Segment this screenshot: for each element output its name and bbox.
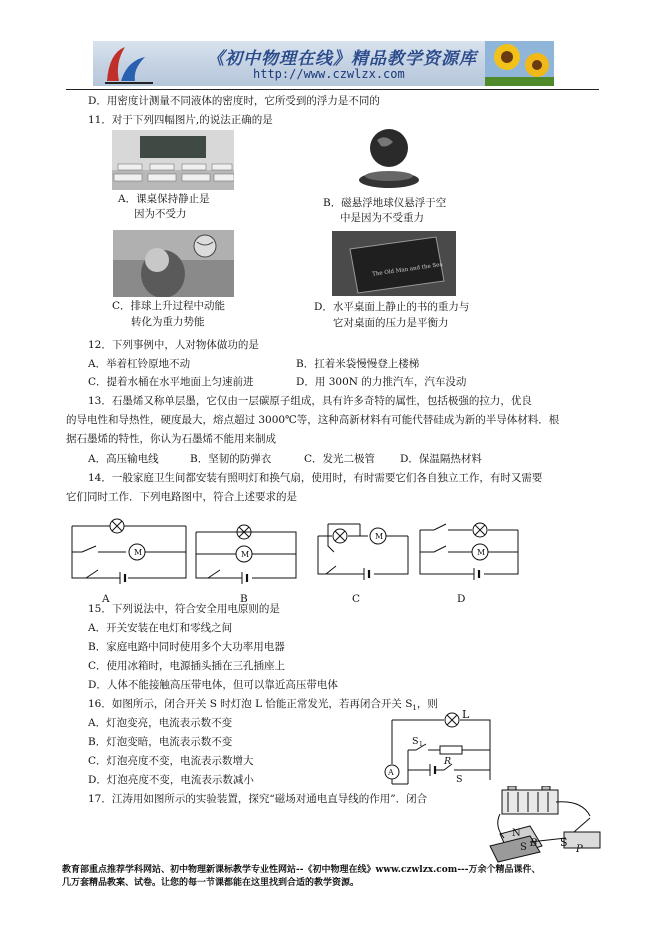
volleyball-photo bbox=[113, 230, 234, 297]
circuit-c-motor-label: M bbox=[375, 532, 384, 541]
q13-option-a: A．高压输电线 bbox=[88, 453, 159, 465]
circuit-c-label: C bbox=[352, 593, 361, 605]
q17-stem: 17．江涛用如图所示的实验装置，探究“磁场对通电直导线的作用”．闭合 bbox=[88, 793, 428, 805]
q11-option-b-line1: B．磁悬浮地球仪悬浮于空 bbox=[323, 197, 447, 209]
footer-line2: 几万套精品教案、试卷。让您的每一节课都能在这里找到合适的教学资源。 bbox=[62, 878, 360, 888]
q16-lamp-label: L bbox=[462, 708, 470, 721]
q15-option-a: A．开关安装在电灯和零线之间 bbox=[88, 622, 233, 634]
q16-stem-text: 16．如图所示，闭合开关 S 时灯泡 L 恰能正常发光，若再闭合开关 S bbox=[88, 698, 413, 710]
q14-line2: 它们同时工作．下列电路图中，符合上述要求的是 bbox=[66, 491, 297, 503]
q11-option-c-line1: C．排球上升过程中动能 bbox=[112, 300, 226, 312]
circuit-b-label: B bbox=[240, 593, 248, 605]
q15-stem: 15．下列说法中，符合安全用电原则的是 bbox=[88, 603, 280, 615]
circuit-a-label: A bbox=[102, 593, 110, 605]
circuit-d-label: D bbox=[457, 593, 466, 605]
q12-option-a: A．举着杠铃原地不动 bbox=[88, 358, 191, 370]
q17-switch-label: S bbox=[560, 836, 568, 849]
circuit-b-motor-label: M bbox=[241, 550, 250, 559]
q15-option-b: B．家庭电路中同时使用多个大功率用电器 bbox=[88, 641, 285, 653]
q13-line1: 13．石墨烯又称单层墨，它仅由一层碳原子组成，具有许多奇特的属性，包括极强的拉力，优良 bbox=[88, 395, 532, 407]
q16-circuit-diagram bbox=[378, 708, 498, 788]
q13-option-c: C．发光二极管 bbox=[304, 453, 376, 465]
q12-option-d: D．用 300N 的力推汽车，汽车没动 bbox=[296, 376, 467, 388]
classroom-photo bbox=[112, 130, 234, 190]
q17-s-pole-label: S bbox=[520, 842, 527, 853]
q15-option-d: D．人体不能接触高压带电体，但可以靠近高压带电体 bbox=[88, 679, 338, 691]
q14-circuit-diagrams bbox=[62, 510, 542, 606]
q12-stem: 12．下列事例中，人对物体做功的是 bbox=[88, 339, 259, 351]
q16-stem-sub: 1 bbox=[412, 704, 417, 713]
q17-p-label: P bbox=[576, 844, 583, 855]
q13-option-d: D．保温隔热材料 bbox=[400, 453, 482, 465]
banner-url[interactable]: http://www.czwlzx.com bbox=[253, 67, 405, 81]
q16-switch-label: S bbox=[456, 774, 463, 785]
header-banner bbox=[93, 41, 554, 86]
logo-icon bbox=[101, 43, 161, 85]
footer-line1: 教育部重点推荐学科网站、初中物理新课标教学专业性网站--《初中物理在线》www.czwlzx.com---万余个精品课件、 bbox=[62, 865, 541, 875]
q16-option-c: C．灯泡亮度不变，电流表示数增大 bbox=[88, 755, 254, 767]
circuit-c bbox=[318, 524, 408, 580]
banner-title: 《初中物理在线》精品教学资源库 bbox=[207, 49, 477, 69]
circuit-a-motor-label: M bbox=[134, 548, 143, 557]
q11-option-a-line1: A．课桌保持静止是 bbox=[118, 193, 210, 205]
q15-option-c: C．使用冰箱时，电源插头插在三孔插座上 bbox=[88, 660, 286, 672]
q11-option-d-line1: D．水平桌面上静止的书的重力与 bbox=[314, 301, 470, 313]
q17-n-pole-label: N bbox=[512, 828, 521, 839]
q16-switch1-sub: 1 bbox=[419, 741, 423, 748]
circuit-a bbox=[72, 519, 186, 584]
sunflower-icon bbox=[485, 41, 554, 86]
q16-option-a: A．灯泡变亮，电流表示数不变 bbox=[88, 717, 233, 729]
q17-b-label: B bbox=[530, 838, 538, 849]
q11-option-c-line2: 转化为重力势能 bbox=[131, 316, 205, 328]
circuit-d bbox=[420, 523, 518, 580]
q10-option-d: D．用密度计测量不同液体的密度时，它所受到的浮力是不同的 bbox=[88, 95, 380, 107]
q16-stem-end: ，则 bbox=[416, 698, 438, 710]
q13-line2: 的导电性和导热性，硬度最大，熔点超过 3000℃等，这种高新材料有可能代替硅成为新的半导体材料．根 bbox=[66, 414, 560, 426]
q16-option-b: B．灯泡变暗，电流表示数不变 bbox=[88, 736, 233, 748]
q11-option-a-line2: 因为不受力 bbox=[134, 208, 187, 220]
circuit-d-motor-label: M bbox=[477, 548, 486, 557]
q12-option-c: C．提着水桶在水平地面上匀速前进 bbox=[88, 376, 254, 388]
q11-option-d-line2: 它对桌面的压力是平衡力 bbox=[333, 317, 449, 329]
q14-line1: 14．一般家庭卫生间都安装有照明灯和换气扇，使用时，有时需要它们各自独立工作，有时又需要 bbox=[88, 472, 543, 484]
q13-line3: 据石墨烯的特性，你认为石墨烯不能用来制成 bbox=[66, 433, 276, 445]
q17-apparatus-diagram bbox=[470, 786, 612, 866]
q16-resistor-label: R bbox=[444, 756, 452, 767]
maglev-globe-photo bbox=[353, 126, 425, 192]
q11-option-b-line2: 中是因为不受重力 bbox=[340, 212, 424, 224]
book-title: The Old Man and the Sea bbox=[371, 261, 444, 278]
q16-switch1-label: S bbox=[412, 736, 419, 747]
book-on-table-photo bbox=[332, 231, 456, 296]
q12-option-b: B．扛着米袋慢慢登上楼梯 bbox=[296, 358, 420, 370]
q13-option-b: B．坚韧的防弹衣 bbox=[190, 453, 272, 465]
q11-stem: 11．对于下列四幅图片,的说法正确的是 bbox=[88, 114, 273, 126]
q16-ammeter-label: A bbox=[388, 768, 394, 777]
q16-option-d: D．灯泡亮度不变，电流表示数减小 bbox=[88, 774, 254, 786]
header-rule bbox=[66, 89, 599, 90]
